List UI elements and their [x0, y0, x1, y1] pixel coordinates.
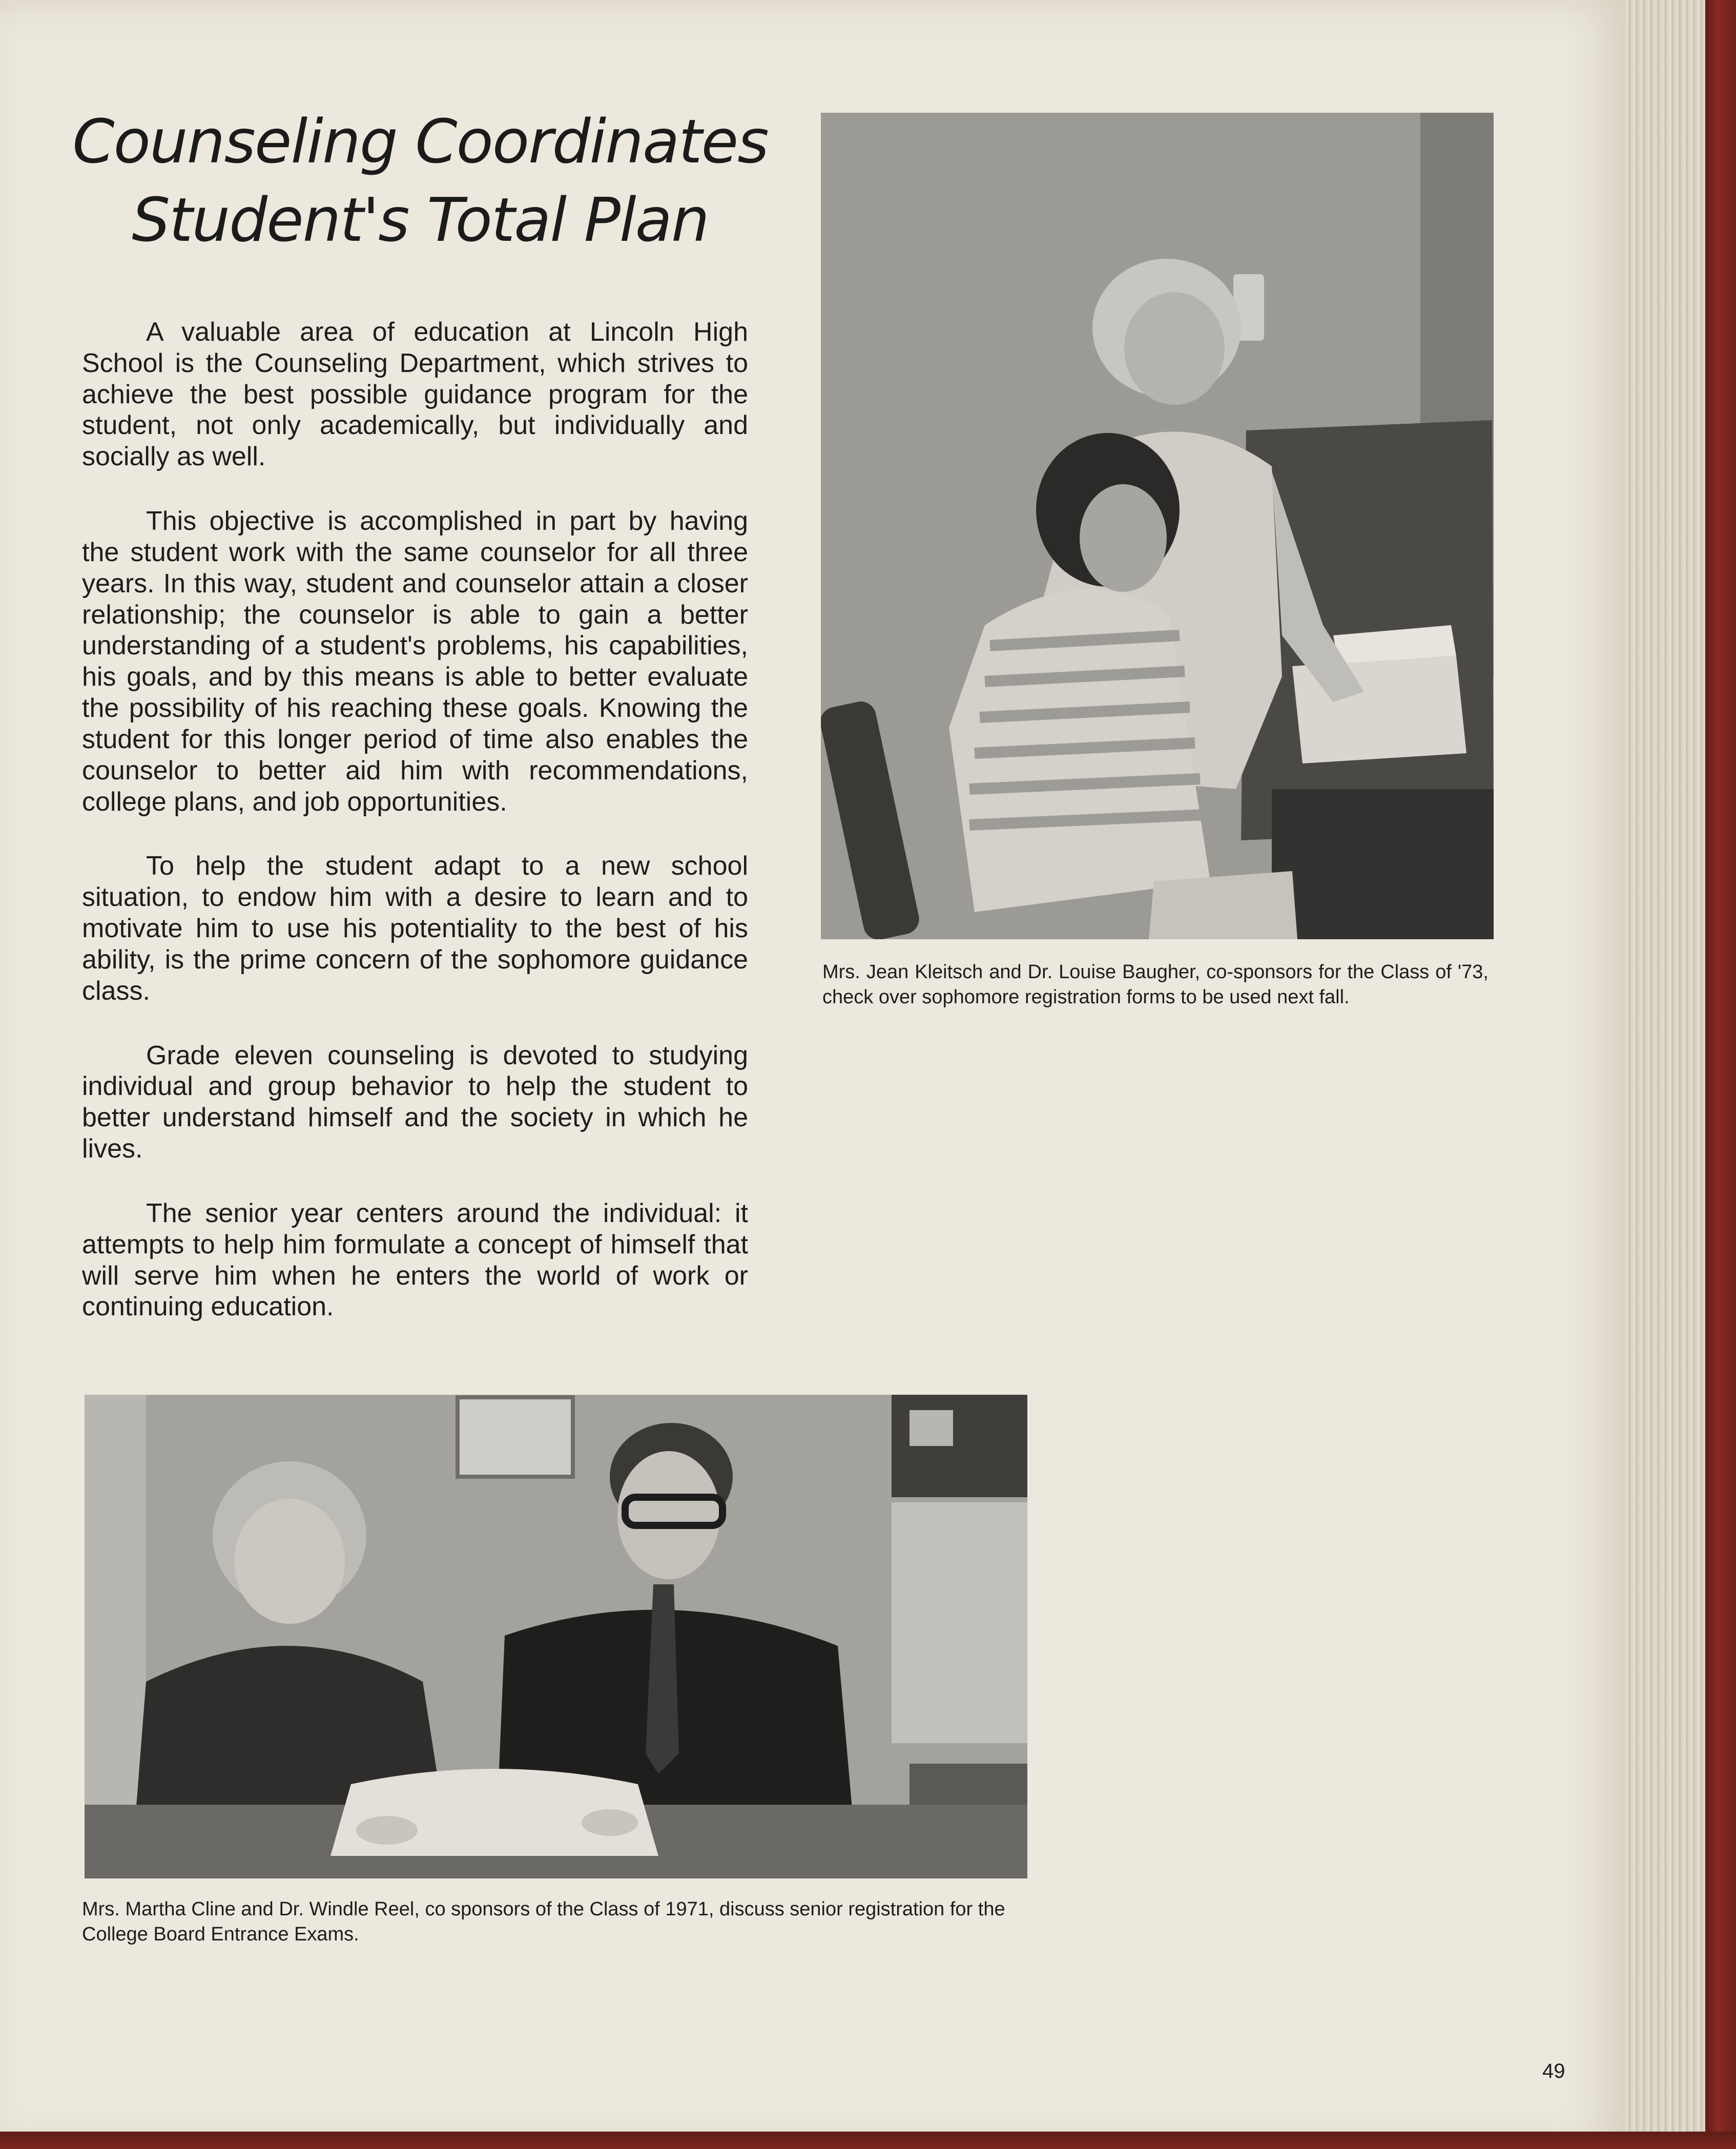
- photo-bottom-illustration: [85, 1395, 1027, 1878]
- photo-top-illustration: [821, 113, 1494, 939]
- photo-bottom-caption: Mrs. Martha Cline and Dr. Windle Reel, co sponsors of the Class of 1971, discuss senior registration for the College Board Entrance Exams.: [82, 1898, 1005, 1946]
- article-body: [82, 317, 748, 1356]
- paragraph-5: The senior year centers around the individual: it attempts to help him formulate a concept of himself that will serve him when he enters the world of work or continuing education.: [82, 1198, 748, 1322]
- photo-counselors-registration-forms: [821, 113, 1494, 939]
- title-line-1: Counseling Coordinates: [72, 106, 768, 177]
- photo-counselors-college-board: [85, 1395, 1027, 1878]
- book-cover-edge: [0, 2132, 1736, 2149]
- page-number: 49: [1542, 2060, 1565, 2082]
- book-binding: [1705, 0, 1736, 2149]
- photo-top-caption: Mrs. Jean Kleitsch and Dr. Louise Baugher, co-sponsors for the Class of '73, check over sophomore registration forms to be used next fall.: [822, 961, 1489, 1008]
- paragraph-1: A valuable area of education at Lincoln High School is the Counseling Department, which strives to achieve the best possible guidance program for the student, not only academically, but individually and socially as well.: [82, 317, 748, 472]
- title-line-2: Student's Total Plan: [132, 184, 709, 256]
- page-title: [31, 102, 810, 260]
- paragraph-2: This objective is accomplished in part by having the student work with the same counselor for all three years. In this way, student and counselor attain a closer relationship; the counselor is able to gain a better understanding of a student's problems, his capabilities, his goals, and by this means is able to better evaluate the possibility of his reaching these goals. Knowing the student for this longer period of time also enables the counselor to better aid him with recommendations, college plans, and job opportunities.: [82, 506, 748, 817]
- paragraph-3: To help the student adapt to a new school situation, to endow him with a desire to learn and to motivate him to use his potentiality to the best of his ability, is the prime concern of the sophomore guidance class.: [82, 851, 748, 1006]
- paragraph-4: Grade eleven counseling is devoted to studying individual and group behavior to help the student to better understand himself and the society in which he lives.: [82, 1040, 748, 1164]
